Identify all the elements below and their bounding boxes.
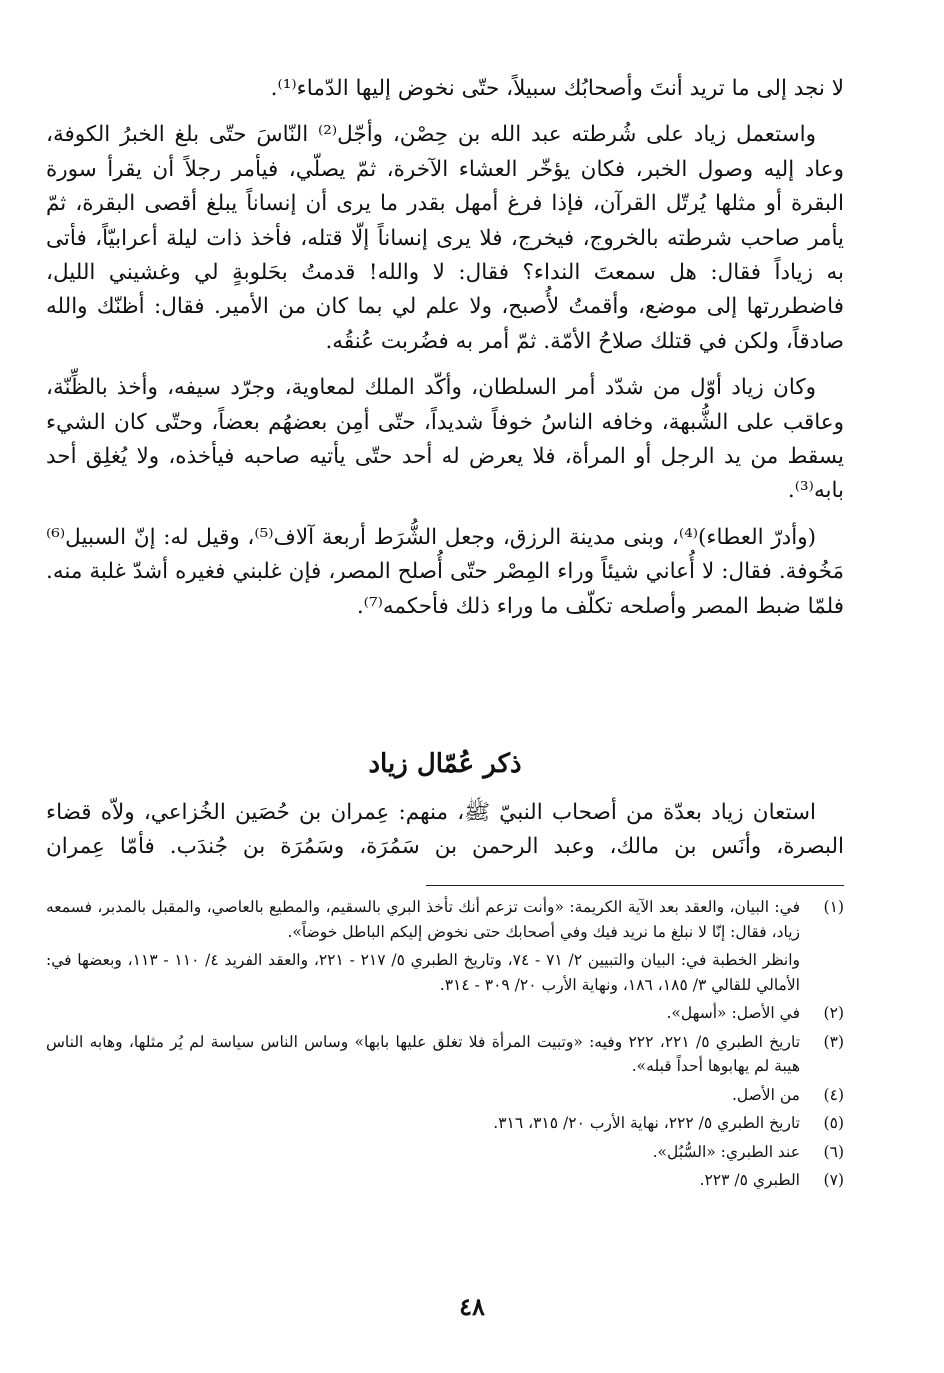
footnote-text: تاريخ الطبري ٥/ ٢٢٢، نهاية الأرب ٢٠/ ٣١٥، ٣١٦. [493,1114,800,1132]
footnote [46,1168,844,1193]
footnote [46,1111,844,1136]
footnote-text: في الأصل: «أسهل». [666,1004,800,1022]
footnote-text: عند الطبري: «السُّبُل». [652,1142,800,1161]
footnote [46,1140,844,1165]
footnote-number: (٣) [823,1032,844,1051]
footnote-text: في: البيان، والعقد بعد الآية الكريمة: «وأنت تزعم أنك تأخذ البري بالسقيم، والمطيع بالعاصي، والمقبل بالمدبر، فسمعه زياد، فقال: إنّا لا نبلغ ما نريد فيك وفي أصحابك حتى نخوض إليكم الباطل خوضاً». [46,898,800,941]
footnote [46,1083,844,1108]
footnote-divider [426,885,844,886]
main-text [46,72,844,636]
footnote-text: الطبري ٥/ ٢٢٣. [699,1171,800,1189]
footnote [46,1030,844,1079]
paragraph-3: وكان زياد أوّل من شدّد أمر السلطان، وأكّد الملك لمعاوية، وجرّد سيفه، وأخذ بالظِّنّة، وعاقب على الشُّبهة، وخافه الناسُ خوفاً شديداً، حتّى أمِن بعضهُم بعضاً، وحتّى كان الشيء يسقط من يد الرجل أو المرأة، فلا يعرض له أحد حتّى يأتيه صاحبه فيأخذه، ولا يُغلِق أحد بابه⁽³⁾. [46,375,844,504]
paragraph-5: استعان زياد بعدّة من أصحاب النبيّ ﷺ، منهم: عِمران بن حُصَين الخُزاعي، ولاّه قضاء البصرة، وأنَس بن مالك، وعبد الرحمن بن سَمُرَة، وسَمُرَة بن جُندَب. فأمّا عِمران [46,800,844,859]
footnote [46,895,844,944]
footnote-number: (١) [823,898,844,916]
footnote-number: (٤) [823,1085,844,1104]
footnote [46,1001,844,1026]
paragraph-2: واستعمل زياد على شُرطته عبد الله بن حِصْن، وأجّل⁽²⁾ النّاسَ حتّى بلغ الخبرُ الكوفة، وعاد إليه وصول الخبر، فكان يؤخّر العشاء الآخرة، ثمّ يصلّي، فيأمر رجلاً أن يقرأ سورة البقرة أو مثلها يُرتّل القرآن، فإذا فرغ أمهل بقدر ما يرى أن إنساناً يبلغ أقصى البقرة، ثمّ يأمر صاحب شرطته بالخروج، فيخرج، فلا يرى إنساناً إلّا قتله، فأخذ ذات ليلة أعرابيّاً، فأتى به زياداً فقال: هل سمعتَ النداء؟ فقال: لا والله! قدمتُ بحَلوبةٍ لي وغشيني الليل، فاضطررتها إلى موضع، وأقمتُ لأُصبح، ولا علم لي بما كان من الأمير. فقال: أظنّك والله صادقاً، ولكن في قتلك صلاحُ الأمّة. ثمّ أمر به فضُربت عُنقُه. [46,122,844,354]
footnotes [46,895,844,1197]
footnote-text: من الأصل. [731,1085,800,1104]
footnote-text: تاريخ الطبري ٥/ ٢٢١، ٢٢٢ وفيه: «وتبيت المرأة فلا تغلق عليها بابها» وساس الناس سياسة لم يُر مثلها، وهابه الناس هيبة لم يهابوها أحداً قبله». [46,1032,801,1075]
footnote-number: (٦) [823,1142,844,1161]
footnote-continuation: وانظر الخطبة في: البيان والتبيين ٢/ ٧١ - ٧٤، وتاريخ الطبري ٥/ ٢١٧ - ٢٢١، والعقد الفريد ٤/ ١١٠ - ١١٣، وبعضها في: الأمالي للقالي ٣/ ١٨٥، ١٨٦، ونهاية الأرب ٢٠/ ٣٠٩ - ٣١٤. [46,951,801,994]
footnote-number: (٥) [823,1114,844,1132]
page-number: ٤٨ [459,1292,485,1321]
paragraph-4: (وأدرّ العطاء)⁽⁴⁾، وبنى مدينة الرزق، وجعل الشُّرَط أربعة آلاف⁽⁵⁾، وقيل له: إنّ السبيل⁽⁶⁾ مَخُوفة. فقال: لا أُعاني شيئاً وراء المِصْر حتّى أُصلح المصر، فإن غلبني فغيره أشدّ غلبة منه. فلمّا ضبط المصر وأصلحه تكلّف ما وراء ذلك فأحكمه⁽⁷⁾. [46,524,844,619]
footnote-number: (٧) [823,1171,844,1189]
section-text [46,796,844,864]
footnote-number: (٢) [823,1004,844,1022]
section-heading: ذكر عُمّال زياد [368,749,522,779]
paragraph-1: لا نجد إلى ما تريد أنتَ وأصحابُك سبيلاً، حتّى نخوض إليها الدّماء⁽¹⁾. [270,76,844,101]
